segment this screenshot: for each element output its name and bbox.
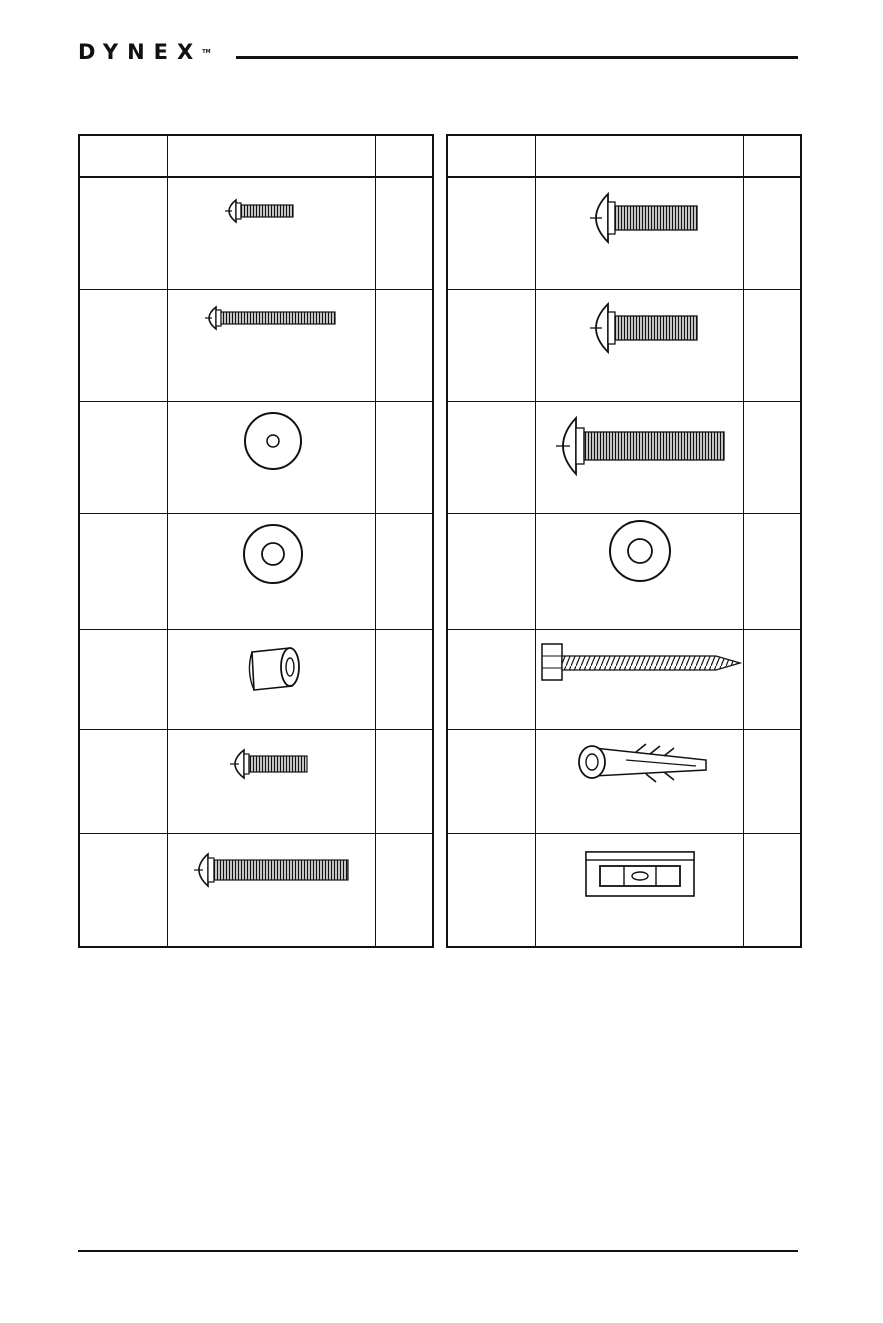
table-header-row [447,135,801,177]
wall-anchor-icon [536,730,744,834]
extra-long-pan-head-screw-icon [168,834,376,948]
table-row [447,629,801,729]
brand-logo [78,40,211,64]
qty-cell [743,289,801,401]
table-row [447,177,801,289]
table-row [79,177,433,289]
short-large-pan-head-screw-icon [536,178,744,290]
part-cell [79,177,167,289]
part-cell [79,513,167,629]
qty-cell [375,289,433,401]
image-cell [167,177,375,289]
part-cell [447,833,535,947]
part-cell [447,629,535,729]
part-cell [79,289,167,401]
table-row [447,833,801,947]
medium-large-pan-head-screw-icon [536,290,744,402]
image-cell [535,833,743,947]
image-cell [167,289,375,401]
qty-cell [743,629,801,729]
medium-pan-head-screw-icon [168,730,376,834]
table-header-row [79,135,433,177]
qty-cell [375,177,433,289]
image-cell [535,289,743,401]
page-header [78,40,798,64]
part-cell [79,729,167,833]
image-cell [535,729,743,833]
qty-cell [743,833,801,947]
brand-name: DYNEX [78,40,203,64]
image-cell [167,729,375,833]
header-cell-part [79,135,167,177]
long-pan-head-screw-icon [168,290,376,402]
large-washer-icon [168,514,376,630]
table-row [79,401,433,513]
trademark: TM [202,49,211,55]
qty-cell [743,401,801,513]
qty-cell [743,177,801,289]
qty-cell [375,833,433,947]
part-cell [79,401,167,513]
qty-cell [375,729,433,833]
part-cell [447,729,535,833]
part-cell [447,401,535,513]
image-cell [535,513,743,629]
footer-rule [78,1250,798,1252]
part-cell [79,833,167,947]
qty-cell [743,513,801,629]
table-row [79,629,433,729]
table-row [79,833,433,947]
small-pan-head-screw-icon [168,178,376,290]
table-row [447,289,801,401]
part-cell [447,177,535,289]
image-cell [535,629,743,729]
table-row [447,729,801,833]
header-cell-qty [375,135,433,177]
image-cell [167,629,375,729]
header-cell-qty [743,135,801,177]
lag-bolt-icon [536,630,744,730]
header-rule [236,56,798,59]
image-cell [167,401,375,513]
part-cell [79,629,167,729]
long-large-pan-head-screw-icon [536,402,744,514]
header-cell-image [167,135,375,177]
table-row [79,289,433,401]
table-row [79,729,433,833]
table-row [447,401,801,513]
table-row [79,513,433,629]
part-cell [447,289,535,401]
qty-cell [375,629,433,729]
image-cell [535,177,743,289]
wide-washer-icon [536,514,744,630]
small-washer-icon [168,402,376,514]
header-cell-image [535,135,743,177]
part-cell [447,513,535,629]
qty-cell [743,729,801,833]
table-row [447,513,801,629]
image-cell [535,401,743,513]
header-cell-part [447,135,535,177]
qty-cell [375,401,433,513]
spacer-icon [168,630,376,730]
parts-table-left [78,134,434,948]
image-cell [167,513,375,629]
image-cell [167,833,375,947]
parts-table-right [446,134,802,948]
bubble-level-icon [536,834,744,948]
qty-cell [375,513,433,629]
